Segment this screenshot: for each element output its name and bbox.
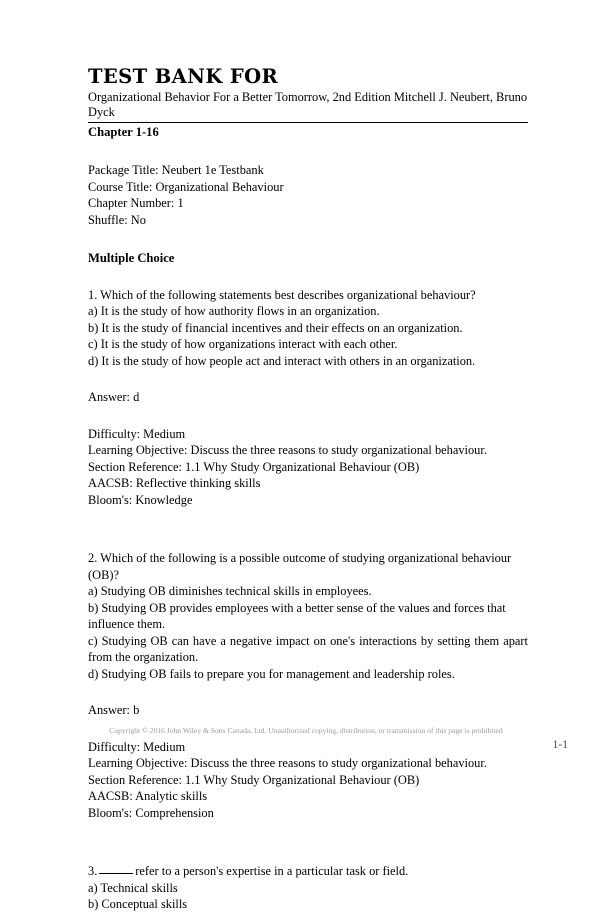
blooms-line: Bloom's: Comprehension	[88, 805, 214, 820]
course-title-line: Course Title: Organizational Behaviour	[88, 179, 284, 194]
section-heading-multiple-choice: Multiple Choice	[88, 251, 175, 266]
document-header	[88, 66, 528, 140]
header-divider	[88, 122, 528, 123]
copyright-notice: Copyright © 2016 John Wiley & Sons Canada, Ltd. Unauthorized copying, distribution, or transmission of this page is prohibited	[109, 726, 503, 735]
chapter-range-label: Chapter 1-16	[88, 125, 159, 140]
question-option-c: c) It is the study of how organizations interact with each other.	[88, 337, 398, 352]
question-stem: 2. Which of the following is a possible outcome of studying organizational behaviour (OB)?	[88, 551, 512, 582]
question-stem: 1. Which of the following statements best describes organizational behaviour?	[88, 287, 476, 302]
question-stem	[88, 863, 528, 880]
question-option-b: b) Studying OB provides employees with a better sense of the values and forces that influence them.	[88, 600, 506, 632]
question-option-c: c) Studying OB can have a negative impact on one's interactions by setting them apart from the organization.	[88, 633, 528, 665]
question-block-3	[88, 863, 528, 913]
question-block-2	[88, 550, 528, 821]
page-number: 1-1	[552, 738, 568, 751]
learning-objective-line: Learning Objective: Discuss the three reasons to study organizational behaviour.	[88, 756, 487, 771]
section-reference-line: Section Reference: 1.1 Why Study Organizational Behaviour (OB)	[88, 459, 420, 474]
difficulty-line: Difficulty: Medium	[88, 426, 186, 441]
shuffle-line: Shuffle: No	[88, 212, 146, 227]
learning-objective-line: Learning Objective: Discuss the three reasons to study organizational behaviour.	[88, 443, 487, 458]
question-metadata	[88, 426, 528, 509]
metadata-block	[88, 162, 528, 228]
question-block-1	[88, 287, 528, 509]
chapter-number-line: Chapter Number: 1	[88, 196, 184, 211]
answer-line: Answer: b	[88, 703, 140, 718]
question-option-d: d) It is the study of how people act and interact with others in an organization.	[88, 353, 476, 368]
question-option-b: b) It is the study of financial incentives and their effects on an organization.	[88, 320, 463, 335]
question-option-a: a) Studying OB diminishes technical skills in employees.	[88, 584, 372, 599]
section-reference-line: Section Reference: 1.1 Why Study Organizational Behaviour (OB)	[88, 772, 420, 787]
difficulty-line: Difficulty: Medium	[88, 739, 186, 754]
question-metadata	[88, 739, 528, 822]
fill-in-blank	[99, 873, 133, 874]
package-title-line: Package Title: Neubert 1e Testbank	[88, 163, 264, 178]
question-option-b: b) Conceptual skills	[88, 897, 188, 912]
page-title: TEST BANK FOR	[88, 65, 279, 88]
aacsb-line: AACSB: Analytic skills	[88, 789, 208, 804]
document-subtitle: Organizational Behavior For a Better Tomorrow, 2nd Edition Mitchell J. Neubert, Bruno Dyck	[88, 89, 528, 119]
question-option-a: a) Technical skills	[88, 880, 178, 895]
question-number: 3.	[88, 864, 98, 879]
question-option-a: a) It is the study of how authority flows in an organization.	[88, 304, 380, 319]
question-option-d: d) Studying OB fails to prepare you for management and leadership roles.	[88, 666, 455, 681]
answer-line: Answer: d	[88, 390, 140, 405]
blooms-line: Bloom's: Knowledge	[88, 492, 193, 507]
document-content	[88, 66, 528, 913]
aacsb-line: AACSB: Reflective thinking skills	[88, 476, 261, 491]
question-stem-text: refer to a person's expertise in a particular task or field.	[135, 864, 409, 879]
